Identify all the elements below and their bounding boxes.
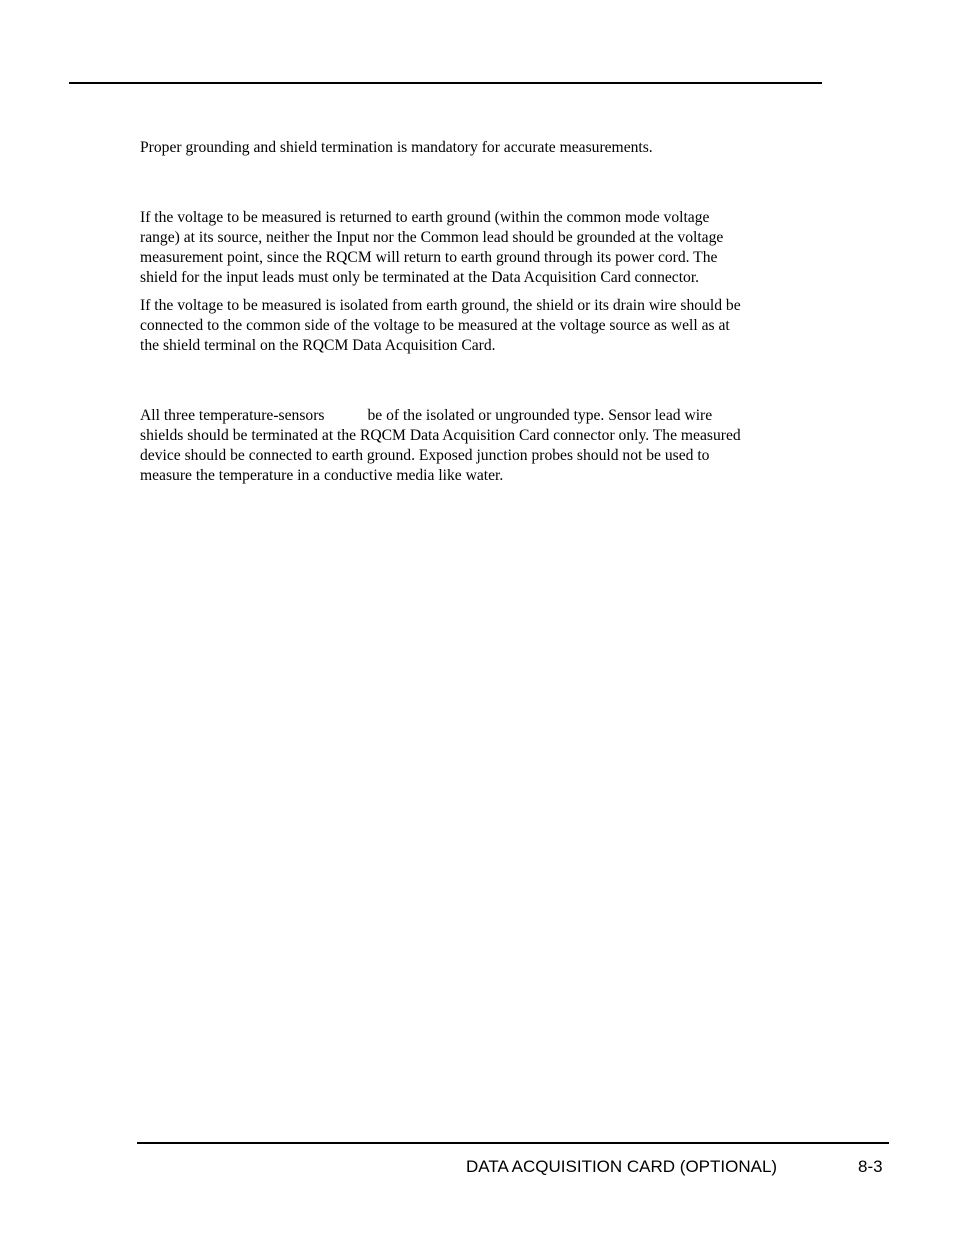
temperature-sensors-paragraph [140,406,820,486]
text-line: shields should be terminated at the RQCM Data Acquisition Card connector only. The measured [140,427,741,444]
text-line: range) at its source, neither the Input nor the Common lead should be grounded at the voltage [140,229,724,246]
header-rule [69,82,822,84]
text-line [140,406,820,426]
text-line: measure the temperature in a conductive media like water. [140,467,504,484]
text-line: measurement point, since the RQCM will return to earth ground through its power cord. The [140,249,718,266]
grounding-note-paragraph [140,138,820,158]
footer-section-title: DATA ACQUISITION CARD (OPTIONAL) [466,1157,778,1176]
text-line: the shield terminal on the RQCM Data Acquisition Card. [140,337,496,354]
footer-rule [137,1142,889,1144]
text-line: connected to the common side of the voltage to be measured at the voltage source as well as at [140,317,730,334]
text-line: If the voltage to be measured is isolated from earth ground, the shield or its drain wire should be [140,297,741,314]
text-fragment: be of the isolated or ungrounded type. Sensor lead wire [367,407,713,424]
text-line: Proper grounding and shield termination is mandatory for accurate measurements. [140,139,653,156]
text-line: If the voltage to be measured is returned to earth ground (within the common mode voltage [140,209,710,226]
text-line: shield for the input leads must only be terminated at the Data Acquisition Card connector. [140,269,700,286]
voltage-earth-grounded-paragraph [140,208,820,288]
text-fragment: All three temperature-sensors [140,407,325,424]
page-number: 8-3 [858,1157,883,1176]
text-line: device should be connected to earth ground. Exposed junction probes should not be used to [140,447,710,464]
voltage-isolated-paragraph [140,296,820,356]
